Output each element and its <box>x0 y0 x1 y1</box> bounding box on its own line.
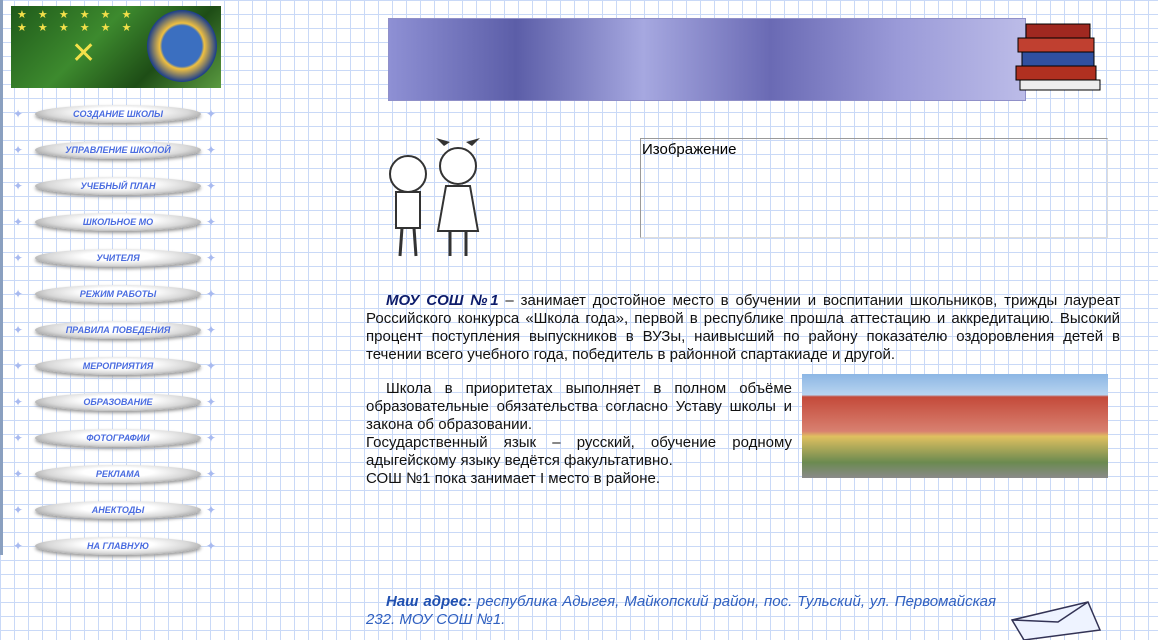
sparkle-icon: ✦ <box>206 179 217 193</box>
nav-button[interactable]: НА ГЛАВНУЮ <box>35 537 201 555</box>
address-text: республика Адыгея, Майкопский район, пос. Тульский, ул. Первомайская 232. МОУ СОШ №1. <box>366 593 997 628</box>
image-alt-text: Изображение <box>642 141 737 158</box>
intro-paragraph <box>366 292 1120 364</box>
sparkle-icon: ✦ <box>13 503 24 517</box>
sparkle-icon: ✦ <box>13 251 24 265</box>
nav-row <box>13 168 220 204</box>
address-label: Наш адрес: <box>386 593 473 610</box>
sparkle-icon: ✦ <box>13 539 24 553</box>
nav-button[interactable]: УПРАВЛЕНИЕ ШКОЛОЙ <box>35 141 201 159</box>
school-name: МОУ СОШ №1 <box>386 292 499 309</box>
sparkle-icon: ✦ <box>206 467 217 481</box>
header-banner-photo <box>388 18 1026 101</box>
sparkle-icon: ✦ <box>13 215 24 229</box>
nav-menu <box>13 96 220 564</box>
about-line: Школа в приоритетах выполняет в полном объёме образовательные обязательства согласно Уставу школы и закона об образовании. <box>366 380 792 433</box>
nav-button[interactable]: УЧЕБНЫЙ ПЛАН <box>35 177 201 195</box>
sparkle-icon: ✦ <box>13 287 24 301</box>
sparkle-icon: ✦ <box>13 467 24 481</box>
sparkle-icon: ✦ <box>206 215 217 229</box>
nav-button[interactable]: ПРАВИЛА ПОВЕДЕНИЯ <box>35 321 201 339</box>
sparkle-icon: ✦ <box>206 431 217 445</box>
nav-button[interactable]: МЕРОПРИЯТИЯ <box>35 357 201 375</box>
books-icon <box>1012 16 1106 96</box>
nav-row <box>13 204 220 240</box>
sparkle-icon: ✦ <box>13 143 24 157</box>
sparkle-icon: ✦ <box>206 395 217 409</box>
sparkle-icon: ✦ <box>206 143 217 157</box>
sparkle-icon: ✦ <box>206 251 217 265</box>
sparkle-icon: ✦ <box>206 503 217 517</box>
nav-button[interactable]: ШКОЛЬНОЕ МО <box>35 213 201 231</box>
address <box>366 593 996 629</box>
arrows-icon: ✕ <box>71 37 97 70</box>
image-placeholder <box>640 138 1108 238</box>
nav-button[interactable]: ОБРАЗОВАНИЕ <box>35 393 201 411</box>
nav-row <box>13 528 220 564</box>
sparkle-icon: ✦ <box>13 395 24 409</box>
kids-illustration <box>378 136 498 261</box>
nav-row <box>13 276 220 312</box>
nav-row <box>13 96 220 132</box>
adygea-flag-logo <box>11 6 221 88</box>
coat-of-arms <box>147 10 217 82</box>
intro-text: – занимает достойное место в обучении и воспитании школьников, трижды лауреат Российского конкурса «Школа года», первой в республике прошла аттестацию и аккредитацию. Высокий процент поступления выпускников в ВУЗы, наивысший по району показателю оздоровления детей в течении всего учебного года, победитель в районной спартакиаде и другой. <box>366 292 1120 363</box>
nav-button[interactable]: РЕЖИМ РАБОТЫ <box>35 285 201 303</box>
nav-row <box>13 312 220 348</box>
sparkle-icon: ✦ <box>206 323 217 337</box>
nav-button[interactable]: СОЗДАНИЕ ШКОЛЫ <box>35 105 201 123</box>
about-paragraph <box>366 380 792 488</box>
nav-row <box>13 384 220 420</box>
sparkle-icon: ✦ <box>13 107 24 121</box>
nav-row <box>13 348 220 384</box>
sparkle-icon: ✦ <box>206 287 217 301</box>
nav-button[interactable]: УЧИТЕЛЯ <box>35 249 201 267</box>
nav-button[interactable]: ФОТОГРАФИИ <box>35 429 201 447</box>
sparkle-icon: ✦ <box>13 359 24 373</box>
nav-row <box>13 132 220 168</box>
nav-button[interactable]: АНЕКТОДЫ <box>35 501 201 519</box>
sparkle-icon: ✦ <box>206 539 217 553</box>
sparkle-icon: ✦ <box>13 323 24 337</box>
stars-icon: ★ ★ ★ ★ ★ ★ ★ ★ ★ ★ ★ ★ <box>17 9 136 34</box>
sparkle-icon: ✦ <box>13 431 24 445</box>
about-line: Государственный язык – русский, обучение родному адыгейскому языку ведётся факультативно. <box>366 434 792 469</box>
about-line: СОШ №1 пока занимает I место в районе. <box>366 470 661 487</box>
school-building-photo <box>802 374 1108 478</box>
nav-row <box>13 240 220 276</box>
sparkle-icon: ✦ <box>206 359 217 373</box>
nav-row <box>13 420 220 456</box>
sparkle-icon: ✦ <box>13 179 24 193</box>
sparkle-icon: ✦ <box>206 107 217 121</box>
sidebar <box>0 0 218 555</box>
nav-button[interactable]: РЕКЛАМА <box>35 465 201 483</box>
envelope-icon[interactable] <box>1008 600 1104 640</box>
nav-row <box>13 456 220 492</box>
nav-row <box>13 492 220 528</box>
